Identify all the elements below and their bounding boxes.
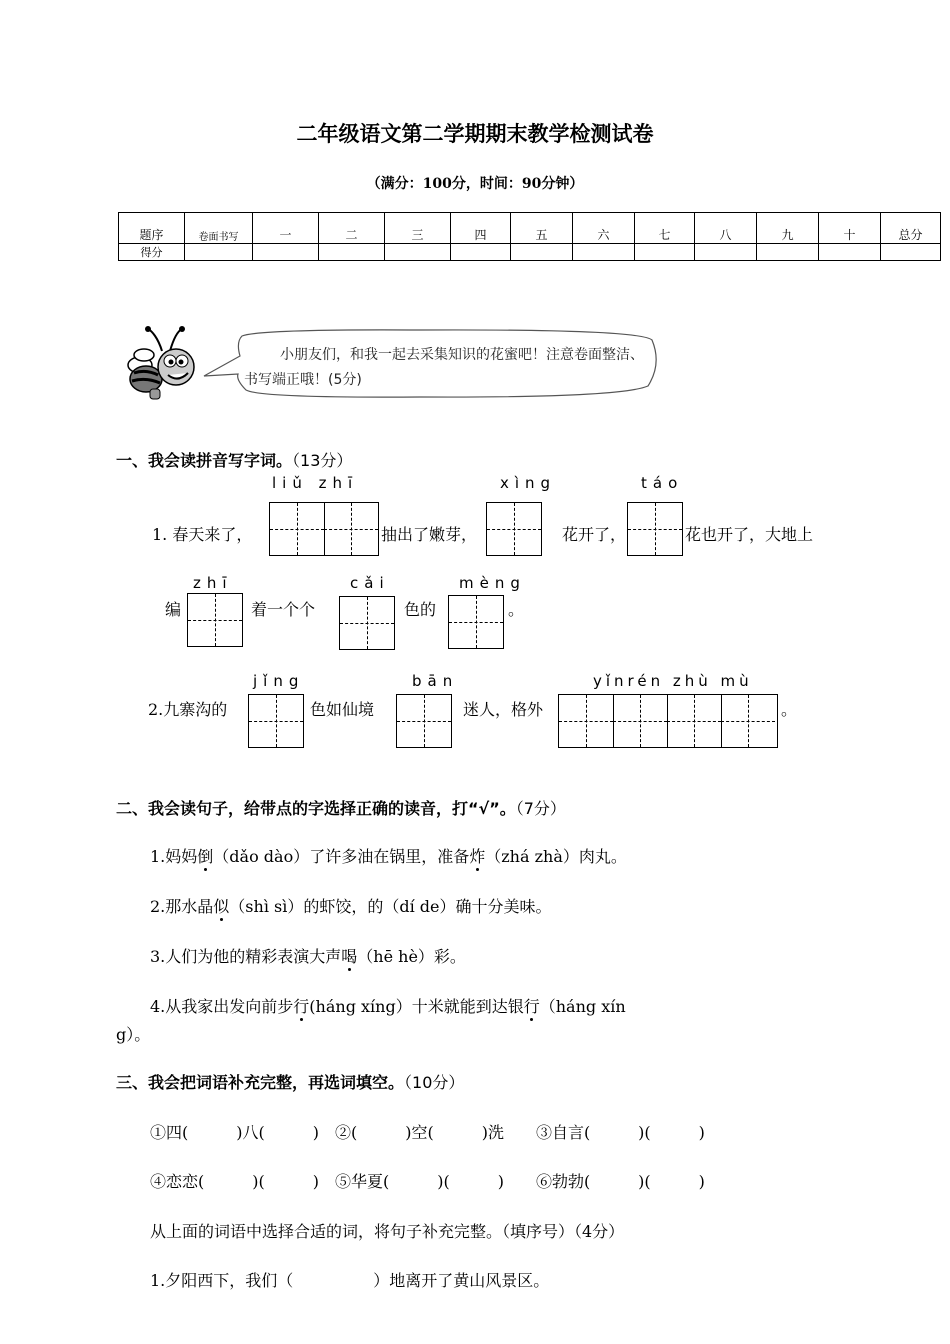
- question-text: 花开了，: [562, 525, 627, 544]
- character-box[interactable]: [339, 596, 395, 650]
- instruction-text: 从上面的词语中选择合适的词，将句子补充完整。（填序号）（4分）: [150, 1222, 625, 1241]
- bubble-text: 小朋友们，和我一起去采集知识的花蜜吧！注意卷面整洁、书写端正哦！(5分): [244, 347, 644, 388]
- score-input-cell[interactable]: [185, 244, 253, 261]
- page-subtitle: （满分：100分，时间：90分钟）: [366, 176, 584, 192]
- pinyin-label: xìng: [500, 474, 557, 492]
- section-points: （13分）: [292, 451, 353, 470]
- section-2-heading: [116, 796, 566, 819]
- section-points: （7分）: [515, 799, 566, 818]
- question-text[interactable]: （shì sì）的虾饺，的（dí de）确十分美味。: [229, 897, 552, 916]
- score-input-cell[interactable]: [319, 244, 385, 261]
- dotted-char: 喝: [341, 947, 358, 966]
- question-text: 色如仙境: [310, 700, 375, 719]
- question-text-wrap: g）。: [116, 1025, 151, 1044]
- score-input-cell[interactable]: [573, 244, 635, 261]
- character-box[interactable]: [269, 502, 379, 556]
- dotted-char: 似: [213, 897, 230, 916]
- pinyin-label: yǐnrén zhù mù: [593, 672, 753, 690]
- section-heading-text: 二、我会读句子，给带点的字选择正确的读音，打“√”。: [116, 799, 516, 818]
- character-box[interactable]: [396, 694, 452, 748]
- table-cell: 七: [635, 213, 695, 244]
- question-text: 抽出了嫩芽，: [381, 525, 478, 544]
- question-text[interactable]: (háng xíng）十米就能到达银: [309, 997, 524, 1016]
- score-input-cell[interactable]: [253, 244, 319, 261]
- section-points: （10分）: [404, 1073, 465, 1092]
- section-3-heading: [116, 1070, 464, 1093]
- character-box[interactable]: [248, 694, 304, 748]
- dotted-char: 行: [523, 997, 540, 1016]
- question-text: 。: [508, 600, 525, 619]
- score-input-cell[interactable]: [451, 244, 511, 261]
- question-text: 着一个个: [251, 600, 316, 619]
- pinyin-label: jǐng: [253, 672, 305, 690]
- dotted-char: 炸: [469, 847, 486, 866]
- pinyin-label: bān: [412, 672, 459, 690]
- idiom-row-1[interactable]: ①四( )八( ) ②( )空( )洗 ③自言( )( ): [150, 1123, 705, 1142]
- question-line: [150, 844, 627, 867]
- question-text: 2.九寨沟的: [148, 700, 228, 719]
- question-text: 色的: [404, 600, 437, 619]
- score-input-cell[interactable]: [881, 244, 941, 261]
- pinyin-label: liǔ zhī: [272, 474, 359, 492]
- score-input-cell[interactable]: [635, 244, 695, 261]
- question-text: 。: [781, 700, 798, 719]
- page-title: 二年级语文第二学期期末教学检测试卷: [296, 122, 654, 146]
- pinyin-label: cǎi: [350, 574, 390, 592]
- table-cell: 得分: [119, 244, 185, 261]
- section-1-heading: [116, 448, 352, 471]
- score-table: [118, 212, 941, 261]
- character-box[interactable]: [448, 595, 504, 649]
- score-input-cell[interactable]: [511, 244, 573, 261]
- character-box[interactable]: [187, 593, 243, 647]
- pinyin-label: táo: [641, 474, 684, 492]
- table-cell: 题序: [119, 213, 185, 244]
- table-cell: 三: [385, 213, 451, 244]
- score-input-cell[interactable]: [695, 244, 757, 261]
- question-text[interactable]: （zhá zhà）肉丸。: [485, 847, 627, 866]
- table-cell: 二: [319, 213, 385, 244]
- table-cell: 总分: [881, 213, 941, 244]
- bee-illustration: [118, 323, 200, 405]
- dotted-char: 行: [293, 997, 310, 1016]
- question-text: 1.妈妈: [150, 847, 198, 866]
- section-heading-text: 三、我会把词语补充完整，再选词填空。: [116, 1073, 405, 1092]
- question-text[interactable]: （háng xín: [539, 997, 626, 1016]
- score-table-header-row: [119, 213, 941, 244]
- table-cell: 五: [511, 213, 573, 244]
- section-heading-text: 一、我会读拼音写字词。: [116, 451, 293, 470]
- character-box[interactable]: [558, 694, 778, 748]
- pinyin-label: zhī: [193, 574, 233, 592]
- table-cell: 一: [253, 213, 319, 244]
- question-text: 1. 春天来了，: [152, 525, 253, 544]
- question-text: 2.那水晶: [150, 897, 214, 916]
- table-cell: 卷面书写: [185, 213, 253, 244]
- question-line: [150, 994, 626, 1017]
- idiom-row-2[interactable]: ④恋恋( )( ) ⑤华夏( )( ) ⑥勃勃( )( ): [150, 1172, 705, 1191]
- question-line: [150, 944, 466, 967]
- score-input-cell[interactable]: [757, 244, 819, 261]
- table-cell: 四: [451, 213, 511, 244]
- table-cell: 十: [819, 213, 881, 244]
- question-text: 3.人们为他的精彩表演大声: [150, 947, 342, 966]
- question-line: [150, 894, 552, 917]
- question-text[interactable]: （hē hè）彩。: [357, 947, 466, 966]
- score-table-score-row: [119, 244, 941, 261]
- score-input-cell[interactable]: [385, 244, 451, 261]
- dotted-char: 倒: [197, 847, 214, 866]
- table-cell: 九: [757, 213, 819, 244]
- question-text: 花也开了，大地上: [685, 525, 814, 544]
- question-text[interactable]: （dǎo dào）了许多油在锅里，准备: [213, 847, 470, 866]
- question-text: 迷人，格外: [463, 700, 544, 719]
- table-cell: 六: [573, 213, 635, 244]
- score-input-cell[interactable]: [819, 244, 881, 261]
- character-box[interactable]: [627, 502, 683, 556]
- table-cell: 八: [695, 213, 757, 244]
- question-text: 4.从我家出发向前步: [150, 997, 294, 1016]
- question-text: 编: [165, 600, 182, 619]
- pinyin-label: mèng: [459, 574, 526, 592]
- question-text[interactable]: 1.夕阳西下，我们（ ）地离开了黄山风景区。: [150, 1271, 550, 1290]
- character-box[interactable]: [486, 502, 542, 556]
